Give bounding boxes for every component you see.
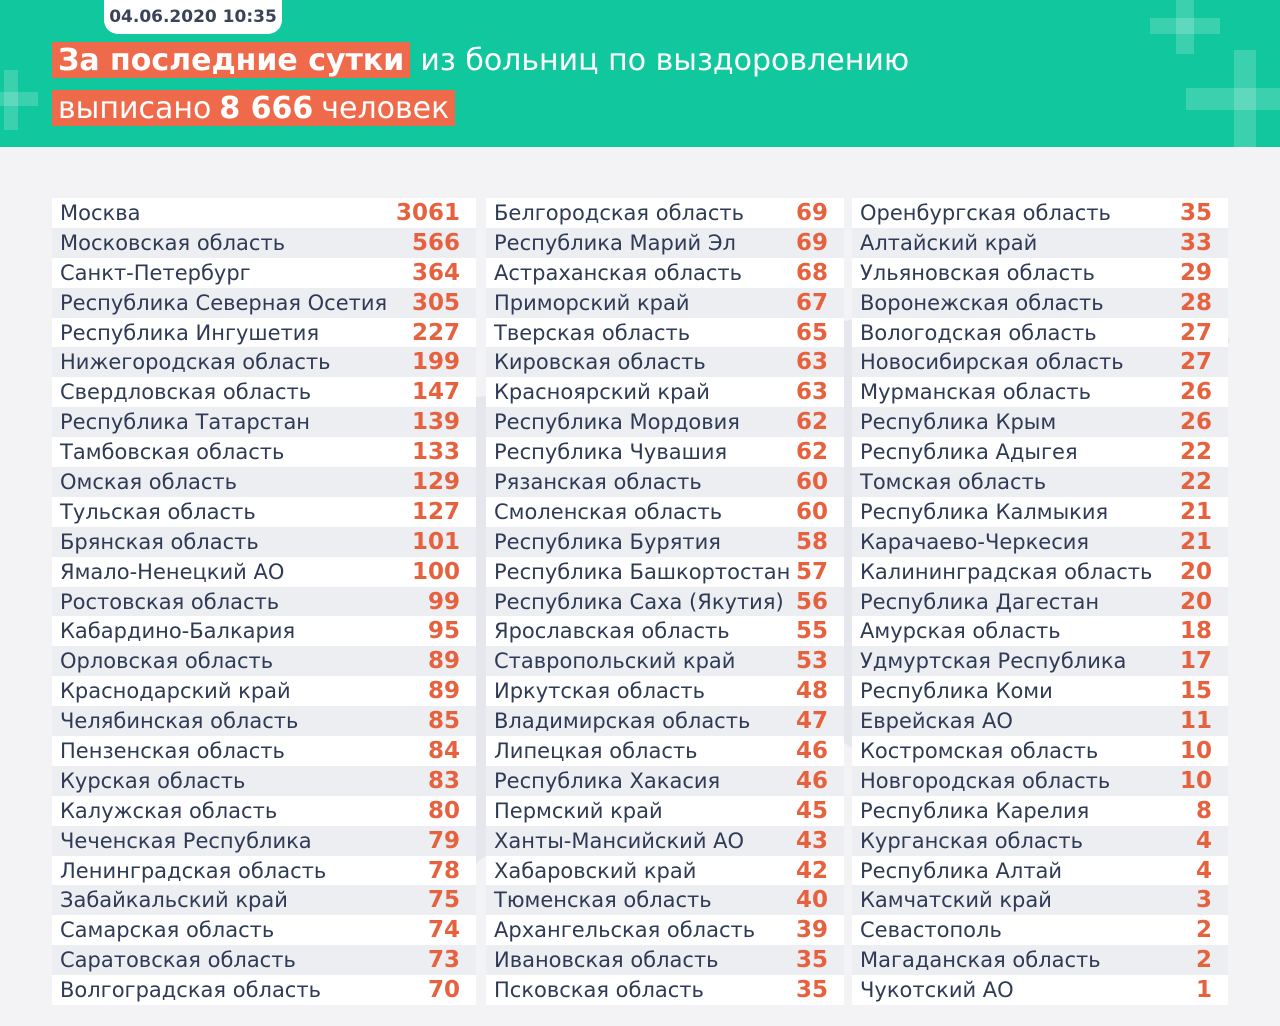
region-name: Республика Хакасия: [494, 768, 721, 793]
table-row: [852, 377, 1228, 407]
region-name: Кабардино-Балкария: [60, 619, 296, 644]
region-name: Курская область: [60, 768, 246, 793]
discharged-count: 21: [1179, 528, 1212, 555]
table-row: [852, 318, 1228, 348]
title-line-1: [52, 42, 909, 78]
discharged-count: 53: [795, 648, 828, 675]
table-row: [52, 587, 476, 617]
region-name: Иркутская область: [494, 679, 706, 704]
table-column-1: [52, 198, 476, 1005]
table-row: [486, 706, 844, 736]
discharged-count: 75: [427, 887, 460, 914]
region-name: Республика Татарстан: [60, 410, 311, 435]
region-name: Калининградская область: [860, 559, 1153, 584]
discharged-count: 65: [795, 319, 828, 346]
region-name: Ярославская область: [494, 619, 730, 644]
region-name: Чукотский АО: [860, 978, 1014, 1003]
region-name: Калужская область: [60, 798, 278, 823]
table-row: [52, 766, 476, 796]
title-line-2: [52, 90, 455, 126]
table-row: [486, 467, 844, 497]
discharged-count: 139: [411, 409, 460, 436]
discharged-count: 29: [1179, 259, 1212, 286]
discharged-count: 133: [411, 439, 460, 466]
table-row: [852, 975, 1228, 1005]
region-name: Воронежская область: [860, 290, 1104, 315]
discharged-count: 566: [411, 229, 460, 256]
table-row: [52, 616, 476, 646]
discharged-count: 129: [411, 468, 460, 495]
region-name: Ямало-Ненецкий АО: [60, 559, 285, 584]
region-name: Новгородская область: [860, 768, 1111, 793]
discharged-count: 55: [795, 618, 828, 645]
title-total-post: человек: [321, 90, 450, 126]
discharged-count: 69: [795, 199, 828, 226]
region-name: Костромская область: [860, 738, 1099, 763]
region-name: Ростовская область: [60, 589, 280, 614]
region-name: Севастополь: [860, 918, 1002, 943]
table-row: [52, 885, 476, 915]
table-row: [486, 975, 844, 1005]
table-column-3: [852, 198, 1228, 1005]
table-row: [486, 826, 844, 856]
table-row: [852, 557, 1228, 587]
title-total: [52, 90, 455, 126]
discharged-count: 3061: [395, 199, 460, 226]
table-row: [52, 228, 476, 258]
discharged-count: 43: [795, 827, 828, 854]
discharged-count: 33: [1179, 229, 1212, 256]
discharged-count: 3: [1195, 887, 1212, 914]
discharged-count: 45: [795, 797, 828, 824]
region-name: Смоленская область: [494, 499, 723, 524]
discharged-count: 364: [411, 259, 460, 286]
table-row: [52, 945, 476, 975]
discharged-count: 89: [427, 678, 460, 705]
region-name: Саратовская область: [60, 948, 296, 973]
region-name: Ставропольский край: [494, 649, 736, 674]
discharged-count: 35: [795, 977, 828, 1004]
region-name: Санкт-Петербург: [60, 260, 251, 285]
table-row: [486, 915, 844, 945]
table-row: [852, 885, 1228, 915]
region-name: Еврейская АО: [860, 709, 1013, 734]
region-name: Амурская область: [860, 619, 1061, 644]
discharged-count: 42: [795, 857, 828, 884]
table-row: [52, 467, 476, 497]
region-name: Красноярский край: [494, 380, 710, 405]
discharged-count: 2: [1195, 917, 1212, 944]
region-name: Курганская область: [860, 828, 1083, 853]
region-name: Краснодарский край: [60, 679, 291, 704]
plus-decor-icon: [4, 70, 18, 130]
table-row: [52, 736, 476, 766]
region-name: Липецкая область: [494, 738, 698, 763]
table-row: [486, 736, 844, 766]
table-row: [486, 766, 844, 796]
discharged-count: 26: [1179, 379, 1212, 406]
region-name: Республика Ингушетия: [60, 320, 320, 345]
region-name: Пензенская область: [60, 738, 285, 763]
region-name: Чеченская Республика: [60, 828, 312, 853]
discharged-count: 78: [427, 857, 460, 884]
discharged-count: 18: [1179, 618, 1212, 645]
region-name: Новосибирская область: [860, 350, 1124, 375]
region-name: Оренбургская область: [860, 200, 1111, 225]
discharged-count: 2: [1195, 947, 1212, 974]
region-name: Томская область: [860, 469, 1047, 494]
title-rest: из больниц по выздоровлению: [420, 42, 910, 78]
discharged-count: 74: [427, 917, 460, 944]
region-name: Республика Мордовия: [494, 410, 740, 435]
region-name: Республика Дагестан: [860, 589, 1100, 614]
table-row: [486, 288, 844, 318]
region-name: Республика Чувашия: [494, 440, 728, 465]
table-row: [52, 826, 476, 856]
table-row: [52, 437, 476, 467]
region-name: Москва: [60, 200, 141, 225]
table-row: [852, 288, 1228, 318]
region-name: Свердловская область: [60, 380, 312, 405]
table-row: [52, 258, 476, 288]
discharged-count: 101: [411, 528, 460, 555]
region-name: Владимирская область: [494, 709, 751, 734]
title-total-number: 8 666: [219, 90, 314, 126]
table-row: [52, 497, 476, 527]
discharged-count: 99: [427, 588, 460, 615]
region-name: Волгоградская область: [60, 978, 321, 1003]
region-name: Тверская область: [494, 320, 691, 345]
region-name: Пермский край: [494, 798, 663, 823]
region-name: Ханты-Мансийский АО: [494, 828, 745, 853]
discharged-count: 69: [795, 229, 828, 256]
region-name: Ивановская область: [494, 948, 719, 973]
discharged-count: 35: [795, 947, 828, 974]
discharged-count: 58: [795, 528, 828, 555]
table-row: [486, 318, 844, 348]
region-name: Вологодская область: [860, 320, 1097, 345]
discharged-count: 127: [411, 498, 460, 525]
table-row: [486, 228, 844, 258]
discharged-count: 70: [427, 977, 460, 1004]
discharged-count: 17: [1179, 648, 1212, 675]
table-row: [486, 407, 844, 437]
table-row: [486, 856, 844, 886]
discharged-count: 22: [1179, 439, 1212, 466]
table-row: [852, 616, 1228, 646]
table-row: [52, 377, 476, 407]
table-row: [52, 676, 476, 706]
table-row: [852, 915, 1228, 945]
discharged-count: 4: [1195, 827, 1212, 854]
discharged-count: 67: [795, 289, 828, 316]
discharged-count: 21: [1179, 498, 1212, 525]
discharged-count: 1: [1195, 977, 1212, 1004]
region-name: Республика Крым: [860, 410, 1057, 435]
discharged-count: 100: [411, 558, 460, 585]
discharged-count: 60: [795, 498, 828, 525]
title-highlight: За последние сутки: [52, 42, 410, 78]
table-column-2: [486, 198, 844, 1005]
table-row: [52, 557, 476, 587]
table-row: [52, 646, 476, 676]
table-row: [486, 557, 844, 587]
table-row: [852, 826, 1228, 856]
discharged-count: 8: [1195, 797, 1212, 824]
table-row: [52, 198, 476, 228]
region-name: Белгородская область: [494, 200, 744, 225]
region-name: Тюменская область: [494, 888, 712, 913]
discharged-count: 85: [427, 708, 460, 735]
discharged-count: 63: [795, 379, 828, 406]
region-name: Московская область: [60, 230, 286, 255]
header-banner: [0, 0, 1280, 147]
region-name: Республика Коми: [860, 679, 1053, 704]
discharged-count: 10: [1179, 767, 1212, 794]
table-row: [852, 437, 1228, 467]
discharged-count: 26: [1179, 409, 1212, 436]
table-row: [486, 347, 844, 377]
table-row: [852, 676, 1228, 706]
region-name: Ленинградская область: [60, 858, 327, 883]
region-name: Брянская область: [60, 529, 259, 554]
region-name: Республика Калмыкия: [860, 499, 1109, 524]
table-row: [52, 975, 476, 1005]
region-name: Камчатский край: [860, 888, 1052, 913]
title-total-pre: выписано: [58, 90, 212, 126]
table-row: [486, 377, 844, 407]
discharged-count: 147: [411, 379, 460, 406]
discharged-count: 62: [795, 409, 828, 436]
table-row: [852, 497, 1228, 527]
table-row: [486, 945, 844, 975]
table-row: [486, 497, 844, 527]
table-row: [852, 527, 1228, 557]
discharged-count: 68: [795, 259, 828, 286]
region-name: Республика Башкортостан: [494, 559, 791, 584]
discharged-count: 73: [427, 947, 460, 974]
table-row: [852, 736, 1228, 766]
discharged-count: 11: [1179, 708, 1212, 735]
table-row: [52, 856, 476, 886]
region-name: Тульская область: [60, 499, 256, 524]
discharged-count: 63: [795, 349, 828, 376]
discharged-count: 60: [795, 468, 828, 495]
region-name: Самарская область: [60, 918, 275, 943]
table-row: [852, 796, 1228, 826]
region-name: Республика Саха (Якутия): [494, 589, 784, 614]
discharged-count: 46: [795, 767, 828, 794]
plus-decor-icon: [1234, 50, 1256, 147]
discharged-count: 4: [1195, 857, 1212, 884]
region-name: Удмуртская Республика: [860, 649, 1127, 674]
table-row: [486, 796, 844, 826]
table-row: [852, 706, 1228, 736]
discharged-count: 56: [795, 588, 828, 615]
table-row: [52, 318, 476, 348]
table-row: [52, 527, 476, 557]
table-row: [486, 676, 844, 706]
table-row: [486, 587, 844, 617]
region-name: Кировская область: [494, 350, 706, 375]
region-name: Приморский край: [494, 290, 690, 315]
table-row: [486, 885, 844, 915]
discharged-count: 15: [1179, 678, 1212, 705]
region-name: Республика Бурятия: [494, 529, 721, 554]
region-name: Республика Адыгея: [860, 440, 1078, 465]
discharged-count: 28: [1179, 289, 1212, 316]
region-name: Нижегородская область: [60, 350, 331, 375]
region-name: Псковская область: [494, 978, 704, 1003]
discharged-count: 48: [795, 678, 828, 705]
region-name: Республика Карелия: [860, 798, 1090, 823]
region-name: Челябинская область: [60, 709, 299, 734]
discharged-count: 10: [1179, 737, 1212, 764]
region-name: Алтайский край: [860, 230, 1038, 255]
discharged-count: 27: [1179, 319, 1212, 346]
table-row: [486, 646, 844, 676]
discharged-count: 40: [795, 887, 828, 914]
region-name: Республика Марий Эл: [494, 230, 736, 255]
region-name: Магаданская область: [860, 948, 1101, 973]
discharged-count: 199: [411, 349, 460, 376]
discharged-count: 83: [427, 767, 460, 794]
discharged-count: 20: [1179, 588, 1212, 615]
table-row: [852, 228, 1228, 258]
discharged-count: 57: [795, 558, 828, 585]
table-row: [486, 258, 844, 288]
discharged-count: 84: [427, 737, 460, 764]
table-row: [52, 347, 476, 377]
table-row: [52, 706, 476, 736]
region-name: Ульяновская область: [860, 260, 1095, 285]
table-row: [852, 646, 1228, 676]
table-row: [852, 766, 1228, 796]
table-row: [852, 407, 1228, 437]
plus-decor-icon: [1176, 0, 1194, 54]
discharged-count: 95: [427, 618, 460, 645]
table-row: [486, 527, 844, 557]
discharged-count: 46: [795, 737, 828, 764]
discharged-count: 89: [427, 648, 460, 675]
table-row: [486, 616, 844, 646]
discharged-count: 27: [1179, 349, 1212, 376]
discharged-count: 80: [427, 797, 460, 824]
table-row: [852, 198, 1228, 228]
table-row: [52, 407, 476, 437]
table-row: [852, 467, 1228, 497]
discharged-count: 47: [795, 708, 828, 735]
region-name: Орловская область: [60, 649, 274, 674]
discharged-count: 39: [795, 917, 828, 944]
region-name: Карачаево-Черкесия: [860, 529, 1090, 554]
region-name: Рязанская область: [494, 469, 702, 494]
discharged-count: 62: [795, 439, 828, 466]
table-row: [852, 258, 1228, 288]
discharged-count: 20: [1179, 558, 1212, 585]
table-row: [852, 347, 1228, 377]
region-name: Омская область: [60, 469, 238, 494]
discharged-count: 227: [411, 319, 460, 346]
region-name: Архангельская область: [494, 918, 756, 943]
region-name: Республика Алтай: [860, 858, 1063, 883]
plus-decor-icon: [1186, 88, 1280, 110]
discharged-count: 22: [1179, 468, 1212, 495]
region-name: Забайкальский край: [60, 888, 288, 913]
region-name: Хабаровский край: [494, 858, 697, 883]
discharged-count: 305: [411, 289, 460, 316]
discharged-count: 79: [427, 827, 460, 854]
region-name: Тамбовская область: [60, 440, 285, 465]
table-row: [52, 796, 476, 826]
table-row: [52, 288, 476, 318]
table-row: [852, 856, 1228, 886]
table-row: [852, 945, 1228, 975]
table-row: [486, 198, 844, 228]
table-row: [486, 437, 844, 467]
region-name: Мурманская область: [860, 380, 1091, 405]
table-row: [52, 915, 476, 945]
region-name: Республика Северная Осетия: [60, 290, 388, 315]
region-name: Астраханская область: [494, 260, 743, 285]
table-row: [852, 587, 1228, 617]
date-badge: 04.06.2020 10:35: [104, 0, 282, 34]
discharged-count: 35: [1179, 199, 1212, 226]
